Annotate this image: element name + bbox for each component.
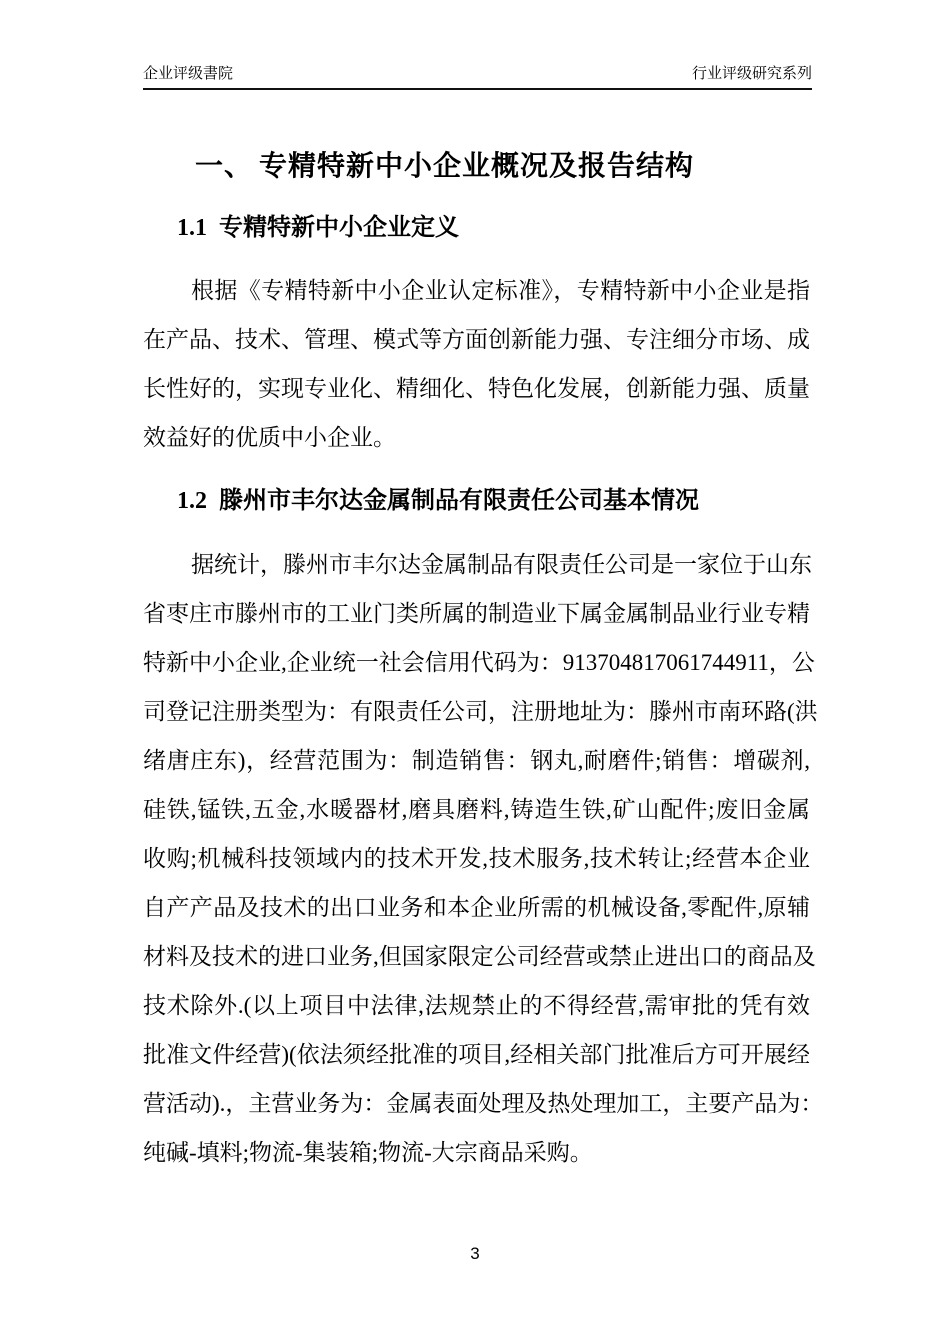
subsection-title: 专精特新中小企业定义 [219,215,459,241]
body-line: 营活动).，主营业务为：金属表面处理及热处理加工，主要产品为： [143,1091,824,1116]
body-line: 纯碱-填料;物流-集装箱;物流-大宗商品采购。 [143,1140,593,1165]
subsection-heading-1-2 [143,480,810,515]
subsection-heading-1-1 [143,207,810,242]
paragraph-company-basic-info [143,540,824,1177]
subsection-title: 滕州市丰尔达金属制品有限责任公司基本情况 [219,488,699,514]
body-line: 批准文件经营)(依法须经批准的项目,经相关部门批准后方可开展经 [143,1042,810,1067]
body-line: 硅铁,锰铁,五金,水暖器材,磨具磨料,铸造生铁,矿山配件;废旧金属 [143,797,810,822]
body-line: 特新中小企业,企业统一社会信用代码为：913704817061744911，公 [143,650,815,675]
body-line: 自产产品及技术的出口业务和本企业所需的机械设备,零配件,原辅 [143,895,810,920]
body-line: 绪唐庄东)，经营范围为：制造销售：钢丸,耐磨件;销售：增碳剂, [143,748,810,773]
subsection-number: 1.1 [177,215,207,241]
body-line: 长性好的，实现专业化、精细化、特色化发展，创新能力强、质量 [143,376,810,401]
section-number: 一、 [195,151,254,182]
body-line: 在产品、技术、管理、模式等方面创新能力强、专注细分市场、成 [143,327,810,352]
body-line: 据统计，滕州市丰尔达金属制品有限责任公司是一家位于山东 [191,552,812,577]
body-line: 效益好的优质中小企业。 [143,425,396,450]
body-line: 技术除外.(以上项目中法律,法规禁止的不得经营,需审批的凭有效 [143,993,810,1018]
body-line: 省枣庄市滕州市的工业门类所属的制造业下属金属制品业行业专精 [143,601,810,626]
header-left-text: 企业评级書院 [143,66,234,82]
body-line: 根据《专精特新中小企业认定标准》，专精特新中小企业是指 [191,278,810,303]
subsection-number: 1.2 [177,488,207,514]
body-line: 材料及技术的进口业务,但国家限定公司经营或禁止进出口的商品及 [143,944,816,969]
body-line: 司登记注册类型为：有限责任公司，注册地址为：滕州市南环路(洪 [143,699,818,724]
header-right-text: 行业评级研究系列 [691,66,812,82]
paragraph-definition [143,266,810,462]
page-header [143,62,812,90]
section-title: 专精特新中小企业概况及报告结构 [259,151,695,182]
section-heading-1 [143,144,810,184]
body-line: 收购;机械科技领域内的技术开发,技术服务,技术转让;经营本企业 [143,846,810,871]
page-number: 3 [470,1244,480,1263]
